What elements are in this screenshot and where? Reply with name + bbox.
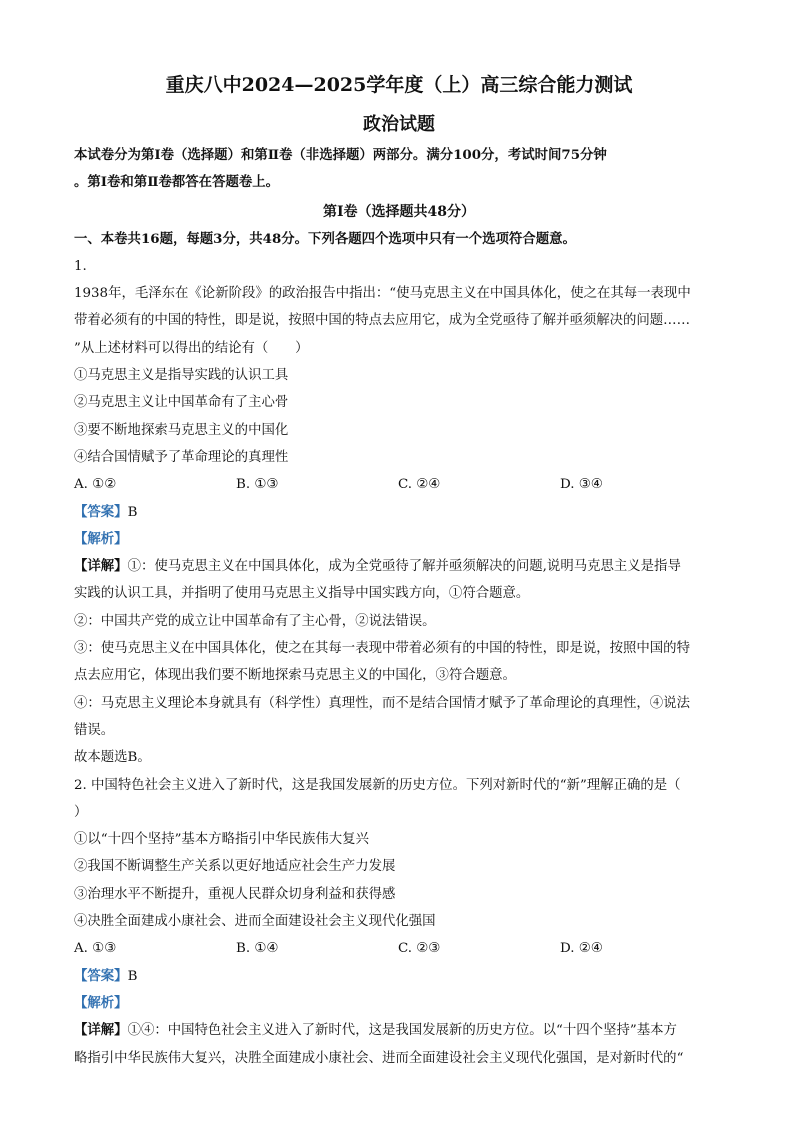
question-2-analysis-label: 【解析】 (74, 994, 128, 1011)
answer-value: B (127, 968, 138, 984)
intro-line-1: 本试卷分为第Ⅰ卷（选择题）和第Ⅱ卷（非选择题）两部分。满分100分，考试时间75分钟 (74, 147, 607, 163)
question-1-detail-line: ④：马克思主义理论本身就具有（科学性）真理性，而不是结合国情才赋予了革命理论的真理性，④说法 (74, 695, 690, 711)
option-b: B. ①④ (236, 941, 279, 957)
intro-line-2: 。第Ⅰ卷和第Ⅱ卷都答在答题卷上。 (74, 174, 280, 191)
exam-title: 重庆八中2024—2025学年度（上）高三综合能力测试 (165, 74, 633, 96)
question-2-statement: ②我国不断调整生产关系以更好地适应社会生产力发展 (74, 859, 396, 875)
question-1-statement: ④结合国情赋予了革命理论的真理性 (74, 449, 289, 465)
answer-label: 【答案】 (74, 967, 128, 984)
exam-page (74, 64, 724, 1072)
question-1-detail-line: 错误。 (74, 722, 115, 738)
question-2-stem-line: ） (74, 804, 88, 820)
question-2-statement: ④决胜全面建成小康社会、进而全面建设社会主义现代化强国 (74, 914, 436, 930)
question-2-stem-line: 2. 中国特色社会主义进入了新时代，这是我国发展新的历史方位。下列对新时代的“新”理解正确的是（ (74, 777, 681, 793)
question-1-detail-line: ③：使马克思主义在中国具体化，使之在其每一表现中带着必须有的中国的特性，即是说，按照中国的特 (74, 641, 690, 657)
option-b: B. ①③ (236, 477, 279, 493)
option-c: C. ②③ (398, 941, 441, 957)
detail-text: ①：使马克思主义在中国具体化，成为全党亟待了解并亟须解决的问题,说明马克思主义是指导 (127, 559, 681, 575)
question-2-statement: ①以“十四个坚持”基本方略指引中华民族伟大复兴 (74, 832, 369, 848)
option-d: D. ②④ (560, 941, 603, 957)
detail-text: ①④：中国特色社会主义进入了新时代，这是我国发展新的历史方位。以“十四个坚持”基本方 (127, 1023, 677, 1039)
question-1-detail-line: 点去应用它，体现出我们要不断地探索马克思主义的中国化，③符合题意。 (74, 668, 516, 684)
question-2-detail-line (74, 1017, 724, 1044)
question-1-statement: ①马克思主义是指导实践的认识工具 (74, 368, 289, 384)
question-1-statement: ②马克思主义让中国革命有了主心骨 (74, 395, 289, 411)
question-1-detail-line: ②：中国共产党的成立让中国革命有了主心骨，②说法错误。 (74, 613, 436, 629)
question-1-answer (74, 499, 724, 526)
question-2-detail-line: 略指引中华民族伟大复兴，决胜全面建成小康社会、进而全面建设社会主义现代化强国，是对新时代的“ (74, 1050, 684, 1066)
question-1-stem-line: ”从上述材料可以得出的结论有（ ） (74, 340, 309, 356)
option-d: D. ③④ (560, 477, 603, 493)
section-instruction: 一、本卷共16题，每题3分，共48分。下列各题四个选项中只有一个选项符合题意。 (74, 230, 576, 247)
question-1-detail-line (74, 553, 724, 580)
question-2-answer (74, 963, 724, 990)
question-1-detail-line: 故本题选B。 (74, 750, 151, 766)
answer-value: B (127, 504, 138, 520)
question-2-statement: ③治理水平不断提升，重视人民群众切身利益和获得感 (74, 886, 396, 902)
question-2-options (74, 935, 724, 962)
question-1-detail-line: 实践的认识工具，并指明了使用马克思主义指导中国实践方向，①符合题意。 (74, 586, 530, 602)
option-c: C. ②④ (398, 477, 441, 493)
detail-label: 【详解】 (74, 558, 128, 575)
question-1-number: 1. (74, 258, 87, 274)
section-heading: 第Ⅰ卷（选择题共48分） (322, 203, 476, 220)
option-a: A. ①③ (74, 941, 117, 957)
option-a: A. ①② (74, 477, 117, 493)
question-1-analysis-label: 【解析】 (74, 530, 128, 547)
exam-subject: 政治试题 (363, 114, 435, 135)
answer-label: 【答案】 (74, 503, 128, 520)
question-1-stem-line: 带着必须有的中国的特性，即是说，按照中国的特点去应用它，成为全党亟待了解并亟须解决的问题…… (74, 313, 690, 329)
question-1-statement: ③要不断地探索马克思主义的中国化 (74, 422, 289, 438)
question-1-stem-line: 1938年，毛泽东在《论新阶段》的政治报告中指出：“使马克思主义在中国具体化，使之在其每一表现中 (74, 286, 691, 302)
detail-label: 【详解】 (74, 1022, 128, 1039)
question-1-options (74, 471, 724, 498)
